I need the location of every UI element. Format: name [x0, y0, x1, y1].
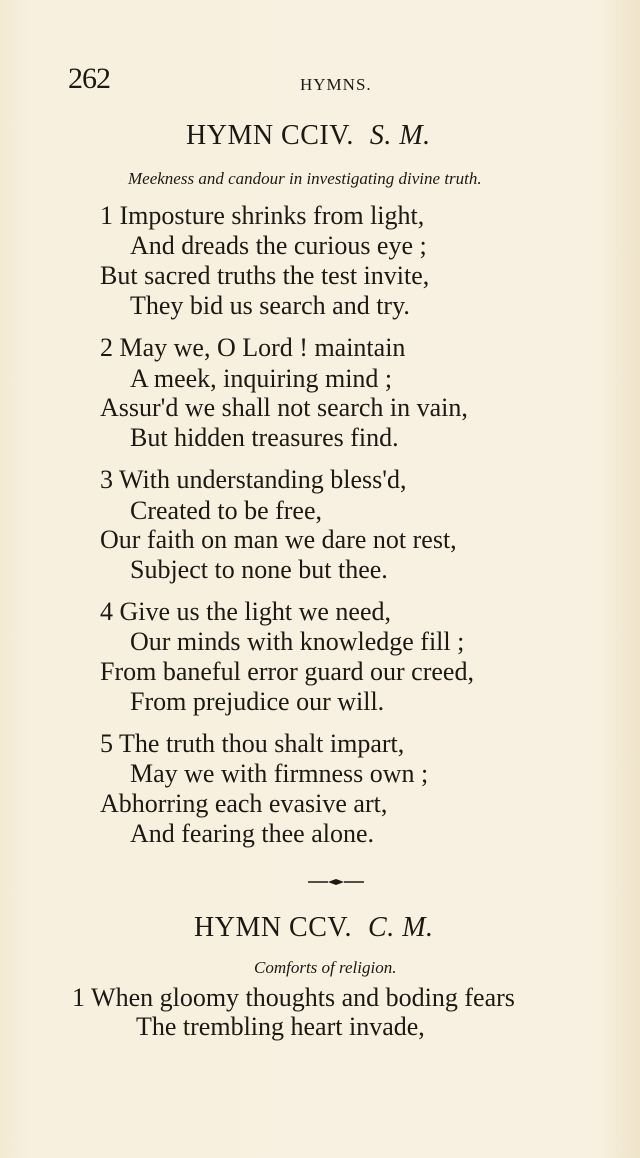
- verse-line: The trembling heart invade,: [136, 1012, 425, 1041]
- verse-line: 1 When gloomy thoughts and boding fears: [72, 983, 515, 1012]
- hymn-subtitle: Comforts of religion.: [254, 958, 397, 977]
- verse-line: From prejudice our will.: [130, 687, 385, 716]
- hymn-number: HYMN CCIV.: [186, 120, 354, 151]
- verse-line: 3 With understanding bless'd,: [100, 465, 407, 494]
- verse-line: Subject to none but thee.: [130, 555, 388, 584]
- verse-line: Our minds with knowledge fill ;: [130, 627, 465, 656]
- hymn-title: [194, 914, 434, 942]
- hymn-meter: S. M.: [369, 120, 431, 151]
- verse-line: 2 May we, O Lord ! maintain: [100, 333, 406, 362]
- verse-line: Abhorring each evasive art,: [100, 789, 388, 818]
- hymn-number: HYMN CCV.: [194, 912, 353, 943]
- verse-line: From baneful error guard our creed,: [100, 657, 474, 686]
- verse-line: 1 Imposture shrinks from light,: [100, 201, 425, 230]
- verse-line: 4 Give us the light we need,: [100, 597, 391, 626]
- verse-line: Our faith on man we dare not rest,: [100, 525, 457, 554]
- verse-line: But sacred truths the test invite,: [100, 261, 430, 290]
- hymn-title: [186, 122, 431, 150]
- verse-line: Created to be free,: [130, 496, 323, 525]
- verse-line: They bid us search and try.: [130, 291, 410, 320]
- verse-line: And dreads the curious eye ;: [130, 231, 427, 260]
- verse-line: But hidden treasures find.: [130, 423, 399, 452]
- hymn-subtitle: Meekness and candour in investigating divine truth.: [128, 169, 482, 188]
- verse-line: May we with firmness own ;: [130, 759, 429, 788]
- ornament-divider: [306, 878, 366, 886]
- verse-line: A meek, inquiring mind ;: [130, 364, 393, 393]
- verse-line: And fearing thee alone.: [130, 819, 375, 848]
- page-number: 262: [68, 62, 110, 95]
- hymn-meter: C. M.: [368, 912, 434, 943]
- verse-line: 5 The truth thou shalt impart,: [100, 729, 405, 758]
- running-head: HYMNS.: [300, 75, 372, 94]
- verse-line: Assur'd we shall not search in vain,: [100, 393, 468, 422]
